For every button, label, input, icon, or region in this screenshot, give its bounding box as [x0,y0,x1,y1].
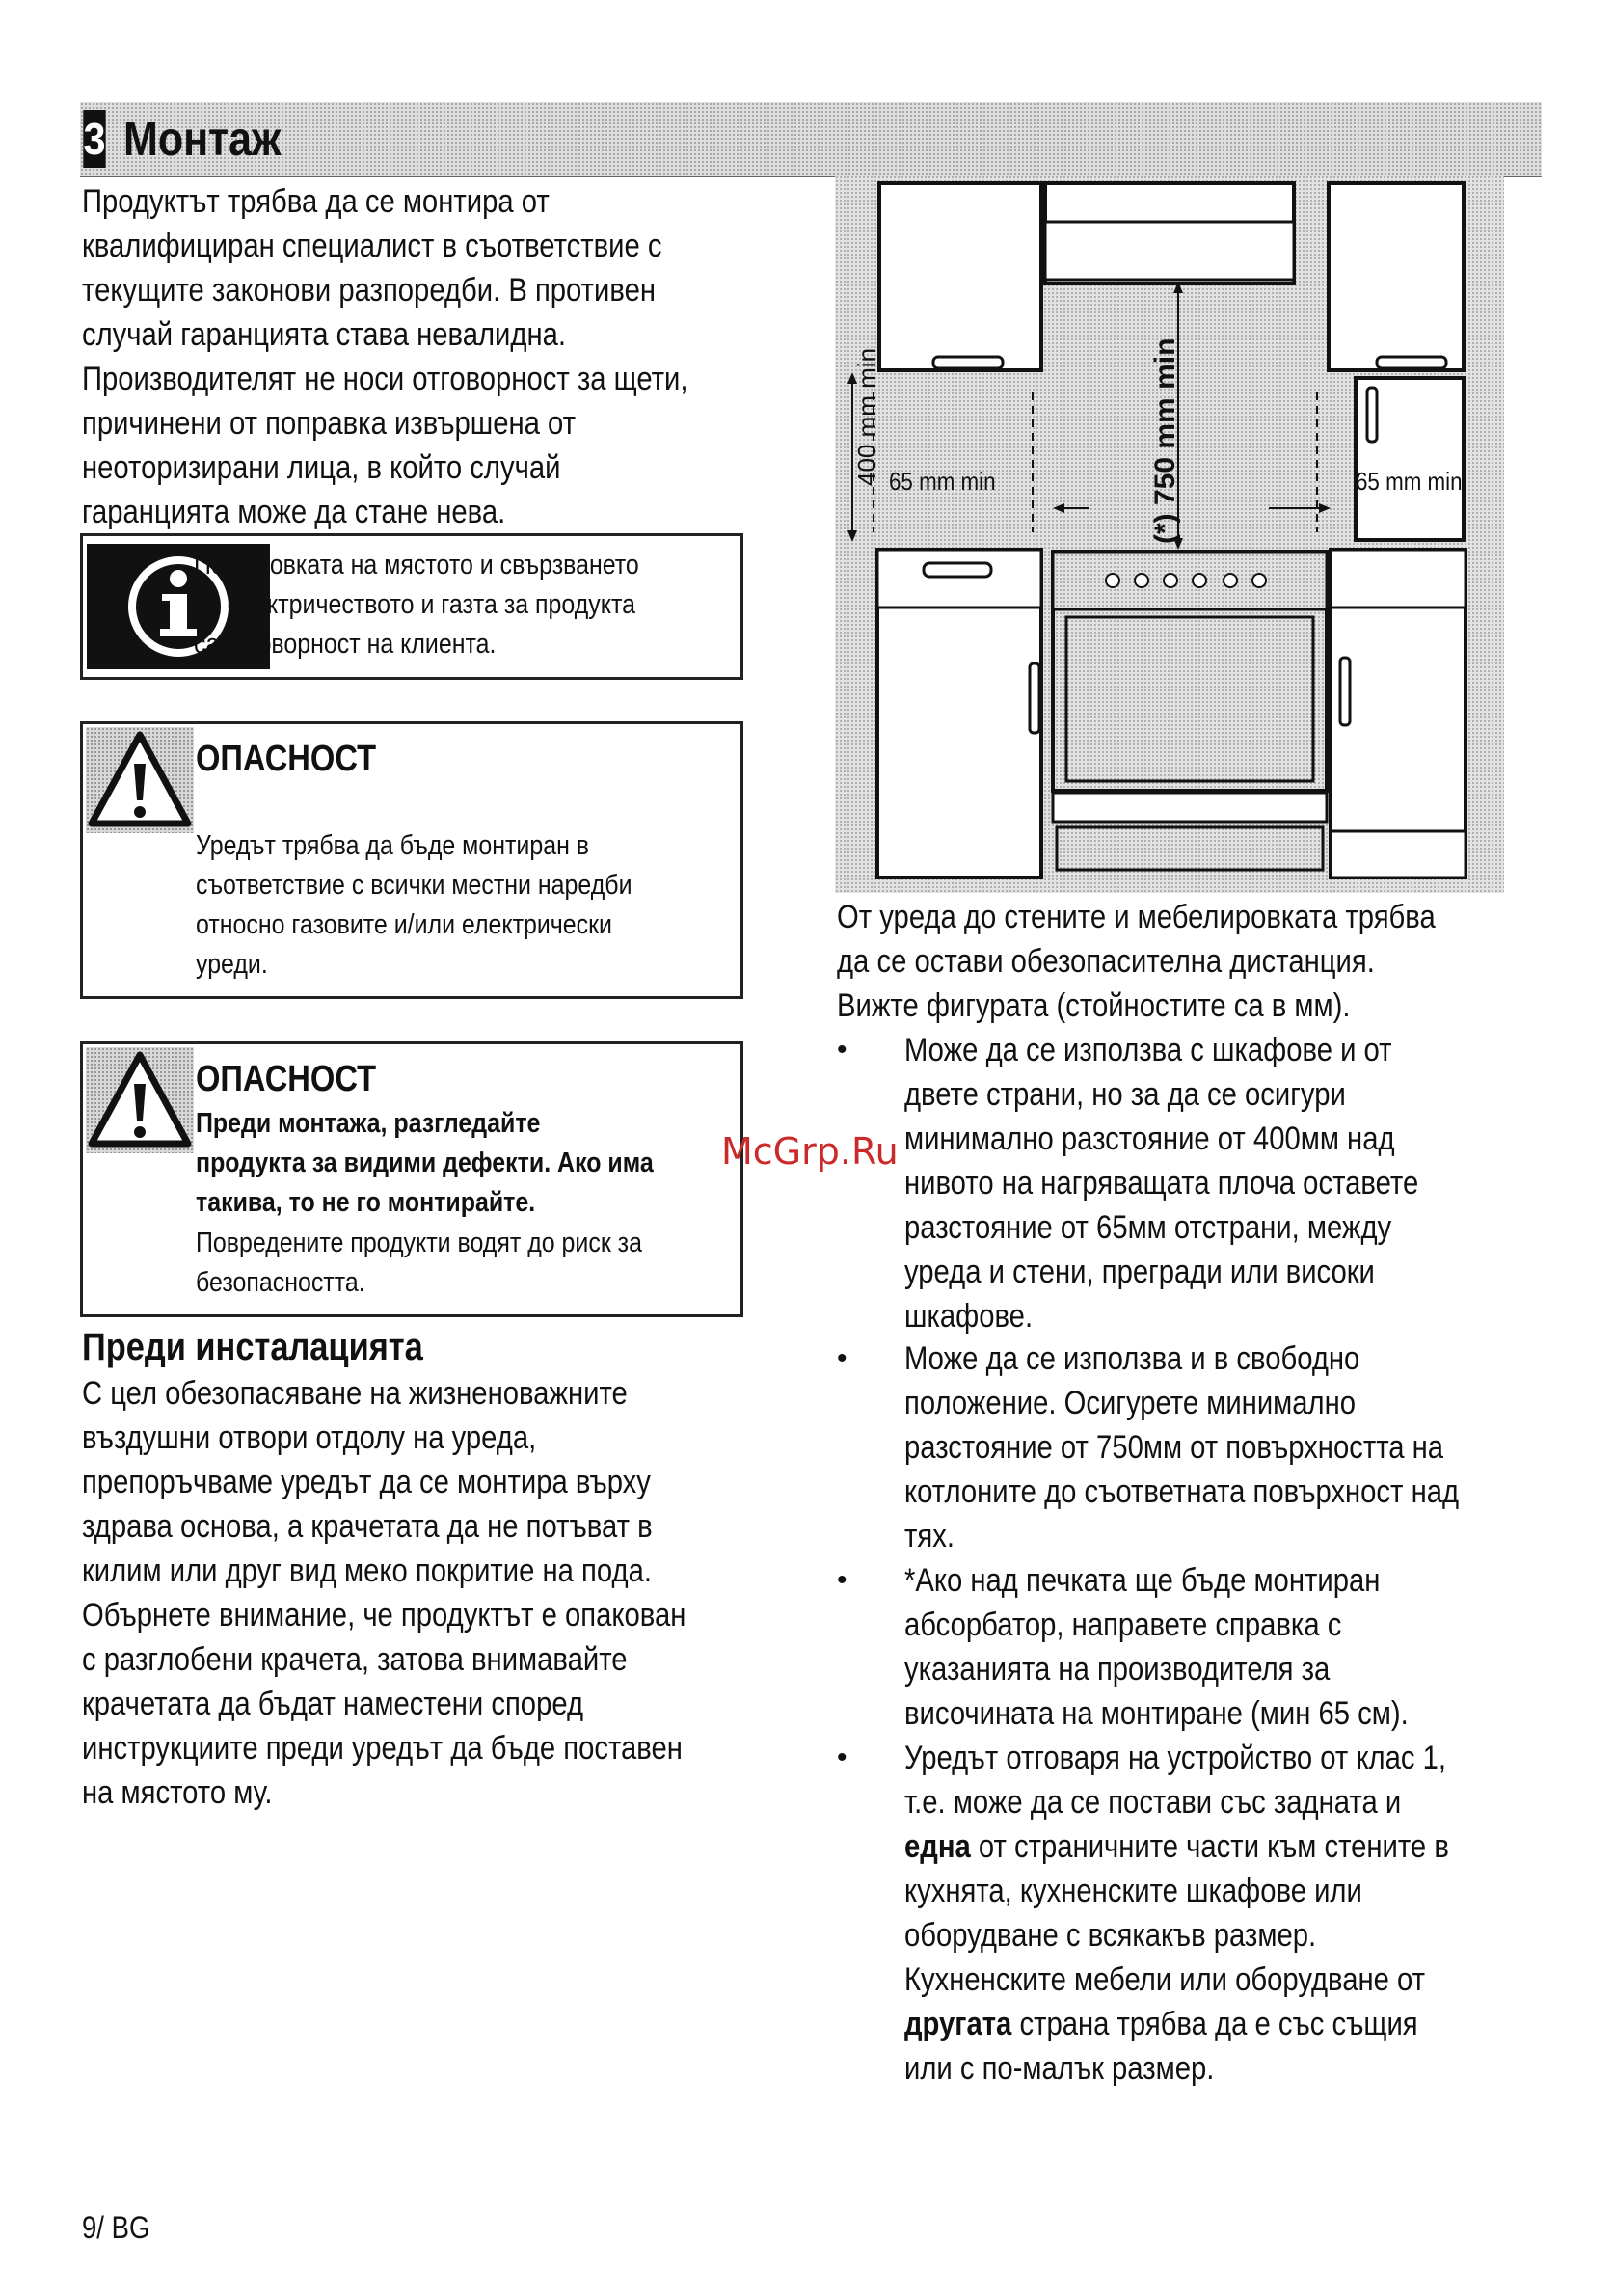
info-box [80,533,743,680]
figure-caption: От уреда до стените и мебелировката трябва да се остави обезопасителна дистанция. Вижте фигурата (стойностите са в мм). [837,899,1436,1024]
bullet-4-bold-2: другата [904,2006,1012,2042]
bullet-item-2: Може да се използва и в свободно положение. Осигурете минимално разстояние от 750мм от повърхността на котлоните до съответната повърхност над тях. [904,1340,1460,1554]
before-install-paragraph: С цел обезопасяване на жизненоважните въздушни отвори отдолу на уреда, препоръчваме уредът да се монтира върху здрава основа, а крачетата да не потъват в килим или друг вид меко покритие на пода. Обърнете внимание, че продуктът е опакован с разглобени крачета, затова внимавайте крачетата да бъдат наместени според инструкциите преди уредът да бъде поставен на мястото му. [82,1375,686,1811]
before-install-heading: Преди инсталацията [82,1326,423,1368]
warning-triangle-icon [86,727,194,833]
section-header-band [80,102,1542,177]
section-title: Монтаж [123,112,282,166]
intro-paragraph: Продуктът трябва да се монтира от квалифициран специалист в съответствие с текущите законови разпоредби. В противен случай гаранцията става невалидна. Производителят не носи отговорност за щети, причинени от поправка извършена от неоторизирани лица, в който случай гаранцията може да стане нева. [82,183,688,530]
bullet-item-1: Може да се използва с шкафове и от двете страни, но за да се осигури минимално разстояние от 400мм над нивото на нагряващата плоча оставете разстояние от 65мм отстрани, между уреда и стени, прегради или високи шкафове. [904,1032,1419,1335]
installation-diagram [835,176,1504,893]
danger-box-1 [80,721,743,999]
dimension-label-65-left: 65 mm min [889,467,996,496]
warning-triangle-icon [86,1047,194,1153]
bullet-item-4 [904,1736,1601,2091]
danger-text-1: Уредът трябва да бъде монтиран в съответствие с всички местни наредби относно газовите и/или електрически уреди. [196,830,632,980]
watermark: McGrp.Ru [721,1130,899,1173]
danger-title-2: ОПАСНОСТ [196,1059,377,1099]
bullet-marker: • [837,1742,847,1773]
bullet-4-bold-1: една [904,1828,971,1865]
bullet-4-part-3: страна трябва да е със същия или с по-малък размер. [904,2006,1418,2087]
danger-box-2 [80,1041,743,1317]
bullet-4-part-2: от страничните части към стените в кухнята, кухненските шкафове или оборудване с всякакъв размер. Кухненските мебели или оборудване от [904,1828,1449,1998]
dimension-label-65-right: 65 mm min [1356,467,1463,496]
bullet-item-3: *Ако над печката ще бъде монтиран абсорбатор, направете справка с указанията на производителя за височината на монтиране (мин 65 см). [904,1562,1409,1732]
bullet-marker: • [837,1034,847,1066]
danger-text-2: Повредените продукти водят до риск за безопасността. [196,1228,642,1298]
bullet-4-part-1: Уредът отговаря на устройство от клас 1, т.е. може да се постави със задната и [904,1740,1447,1821]
dimension-label-750: (*) 750 mm min [1149,338,1181,544]
danger-bold-text-2: Преди монтажа, разгледайте продукта за видими дефекти. Ако има такива, то не го монтирайте. [196,1108,654,1218]
danger-title-1: ОПАСНОСТ [196,739,377,779]
page-footer: 9/ BG [82,2210,150,2245]
bullet-marker: • [837,1342,847,1374]
bullet-marker: • [837,1564,847,1596]
section-number: 3 [83,110,105,168]
info-box-text: Подготовката на мястото и свързването на електричеството и газта за продукта са отговорност на клиента. [194,550,639,660]
dimension-label-400: 400 mm min [852,347,881,486]
